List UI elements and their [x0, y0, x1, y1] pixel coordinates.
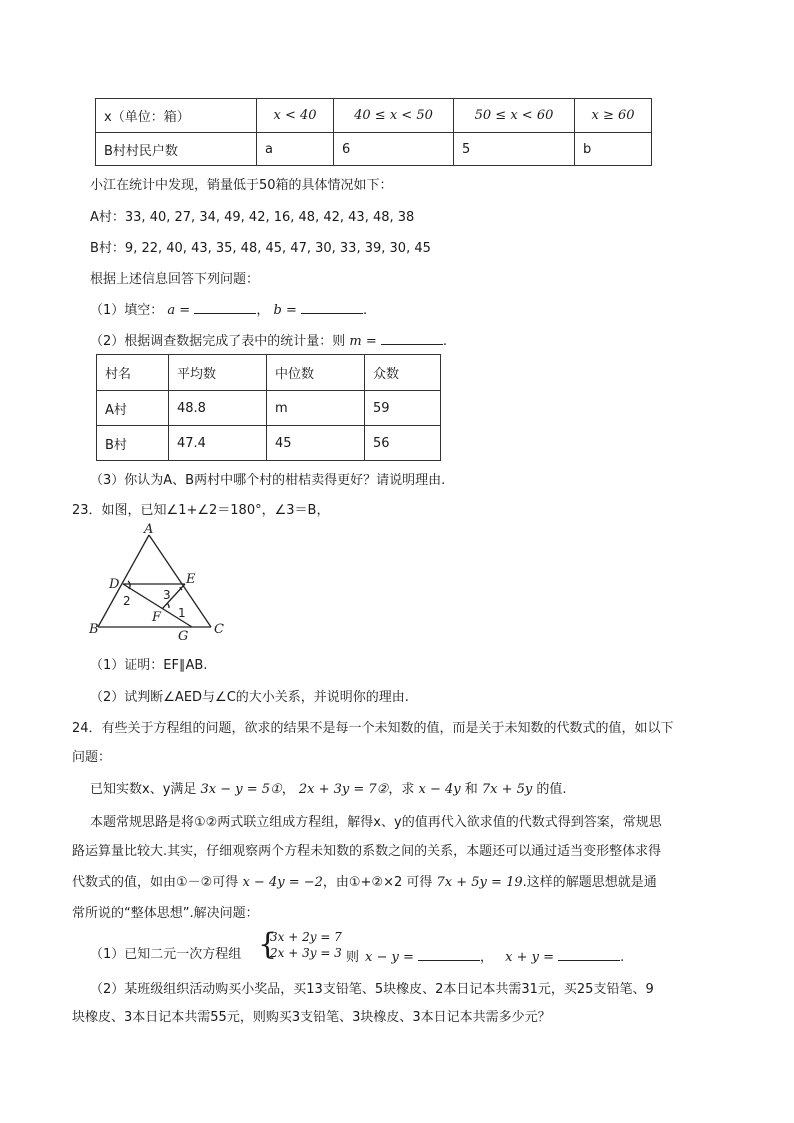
problem-23-question-1: （1）证明：EF∥AB. [90, 658, 208, 673]
var-a: a = [167, 303, 191, 318]
table-cell: 5 [454, 133, 575, 166]
paragraph-line: 路运算量比较大.其实，仔细观察两个方程未知数的系数之间的关系，本题还可以通过适当变形整体求得 [72, 844, 662, 859]
label-angle-2: 2 [123, 594, 131, 608]
system-equation-2: 2x + 3y = 3 [270, 946, 342, 960]
given-text: 已知实数x、y满足 [90, 782, 197, 797]
problem-23-question-2: （2）试判断∠AED与∠C的大小关系，并说明你的理由. [90, 690, 409, 705]
table-cell: 47.4 [169, 426, 267, 461]
answer-prompt: 根据上述信息回答下列问题： [90, 272, 260, 287]
period: . [620, 950, 625, 965]
angle-1-arc [167, 603, 169, 608]
table-row [96, 133, 652, 166]
label-g: G [178, 629, 189, 644]
answer-blank-x-plus-y[interactable] [558, 946, 620, 961]
intro-line: 小江在统计中发现，销量低于50箱的具体情况如下： [90, 178, 393, 193]
question-3: （3）你认为A、B两村中哪个村的柑桔卖得更好？请说明理由. [90, 473, 446, 488]
question-1-label: （1）填空： [90, 303, 164, 318]
question-1-fill [90, 299, 367, 318]
equation-1: 3x − y = 5① [200, 782, 282, 797]
table-cell: A村 [97, 391, 169, 426]
table-cell: a [257, 133, 334, 166]
answer-blank-m[interactable] [381, 330, 443, 345]
problem-23-title: 23．如图，已知∠1+∠2＝180°，∠3＝B， [72, 503, 330, 518]
answer-blank-a[interactable] [194, 299, 256, 314]
table-cell: 48.8 [169, 391, 267, 426]
label-a: A [144, 523, 154, 537]
label-b: B [89, 622, 99, 637]
period: . [363, 303, 368, 318]
table-header-cell: x ≥ 60 [575, 99, 652, 133]
paragraph-line: 本题常规思路是将①②两式联立组成方程组，解得x、y的值再代入欲求值的代数式得到答案，常规思 [90, 815, 662, 830]
expression-x-plus-y: x + y = [505, 950, 555, 965]
table-cell: B村村民户数 [96, 133, 257, 166]
table-header-row [96, 99, 652, 133]
given-text: 的值. [536, 782, 567, 797]
table-cell: B村 [97, 426, 169, 461]
given-text: ，求 [388, 782, 415, 797]
separator: ， [281, 782, 295, 797]
answer-blank-x-minus-y[interactable] [418, 946, 480, 961]
separator: ， [480, 950, 494, 965]
problem-24-given [90, 778, 567, 797]
table-header-cell: 50 ≤ x < 60 [454, 99, 575, 133]
label-c: C [214, 622, 224, 637]
table-b-village-households [95, 98, 652, 166]
problem-24-question-2-line-2: 块橡皮、3本日记本共需55元，则购买3支铅笔、3块橡皮、3本日记本共需多少元？ [72, 1010, 551, 1025]
segment-ab [98, 535, 149, 627]
table-header-cell: x（单位：箱） [96, 99, 257, 133]
table-cell: b [575, 133, 652, 166]
separator: ， [256, 303, 270, 318]
table-header-cell: x < 40 [257, 99, 334, 133]
given-text: 和 [464, 782, 478, 797]
expression-1: x − 4y [418, 782, 461, 797]
table-header-cell: 40 ≤ x < 50 [334, 99, 454, 133]
table-cell: 59 [365, 391, 441, 426]
question-label: （1）已知二元一次方程组 [90, 947, 242, 962]
then-text: 则 [346, 950, 360, 965]
village-a-data: A村：33, 40, 27, 34, 49, 42, 16, 48, 42, 43, 48, 38 [90, 210, 415, 225]
table-header-cell: 平均数 [169, 355, 267, 391]
system-brace: { [258, 927, 278, 962]
problem-24-line-1: 24．有些关于方程组的问题，欲求的结果不是每一个未知数的值，而是关于未知数的代数式的值，如以下 [72, 721, 674, 736]
derived-equation-2: 7x + 5y = 19 [436, 875, 523, 890]
label-angle-1: 1 [178, 606, 186, 620]
expression-x-minus-y: x − y = [365, 950, 414, 965]
table-cell: m [267, 391, 365, 426]
table-cell: 6 [334, 133, 454, 166]
label-e: E [186, 572, 196, 587]
paragraph-text: 代数式的值，如由①－②可得 [72, 875, 239, 890]
equation-2: 2x + 3y = 7② [298, 782, 389, 797]
triangle-figure [86, 523, 232, 645]
table-header-cell: 中位数 [267, 355, 365, 391]
table-header-cell: 村名 [97, 355, 169, 391]
label-f: F [152, 610, 162, 625]
var-m: m = [349, 334, 377, 349]
problem-24-line-2: 问题： [72, 750, 112, 765]
question-2-fill [90, 330, 447, 349]
paragraph-line: 常所说的“整体思想”.解决问题： [72, 906, 259, 921]
table-statistics [96, 354, 441, 461]
period: . [442, 334, 448, 349]
paragraph-text: .这样的解题思想就是通 [522, 875, 657, 890]
label-d: D [109, 577, 120, 592]
paragraph-text: ，由①+②×2 可得 [322, 875, 433, 890]
table-row [97, 391, 441, 426]
paragraph-line [72, 871, 657, 890]
table-cell: 45 [267, 426, 365, 461]
village-b-data: B村：9, 22, 40, 43, 35, 48, 45, 47, 30, 33, 39, 30, 45 [90, 241, 431, 256]
table-row [97, 426, 441, 461]
table-header-cell: 众数 [365, 355, 441, 391]
question-2-label: （2）根据调查数据完成了表中的统计量：则 [90, 334, 346, 349]
table-header-row [97, 355, 441, 391]
label-angle-3: 3 [163, 588, 171, 602]
system-equation-1: 3x + 2y = 7 [270, 930, 342, 944]
answer-blank-b[interactable] [301, 299, 363, 314]
problem-24-question-2-line-1: （2）某班级组织活动购买小奖品，买13支铅笔、5块橡皮、2本日记本共需31元，买25支铅笔、9 [90, 982, 654, 997]
expression-2: 7x + 5y [481, 782, 533, 797]
table-cell: 56 [365, 426, 441, 461]
derived-equation-1: x − 4y = −2 [242, 875, 323, 890]
var-b: b = [273, 303, 297, 318]
